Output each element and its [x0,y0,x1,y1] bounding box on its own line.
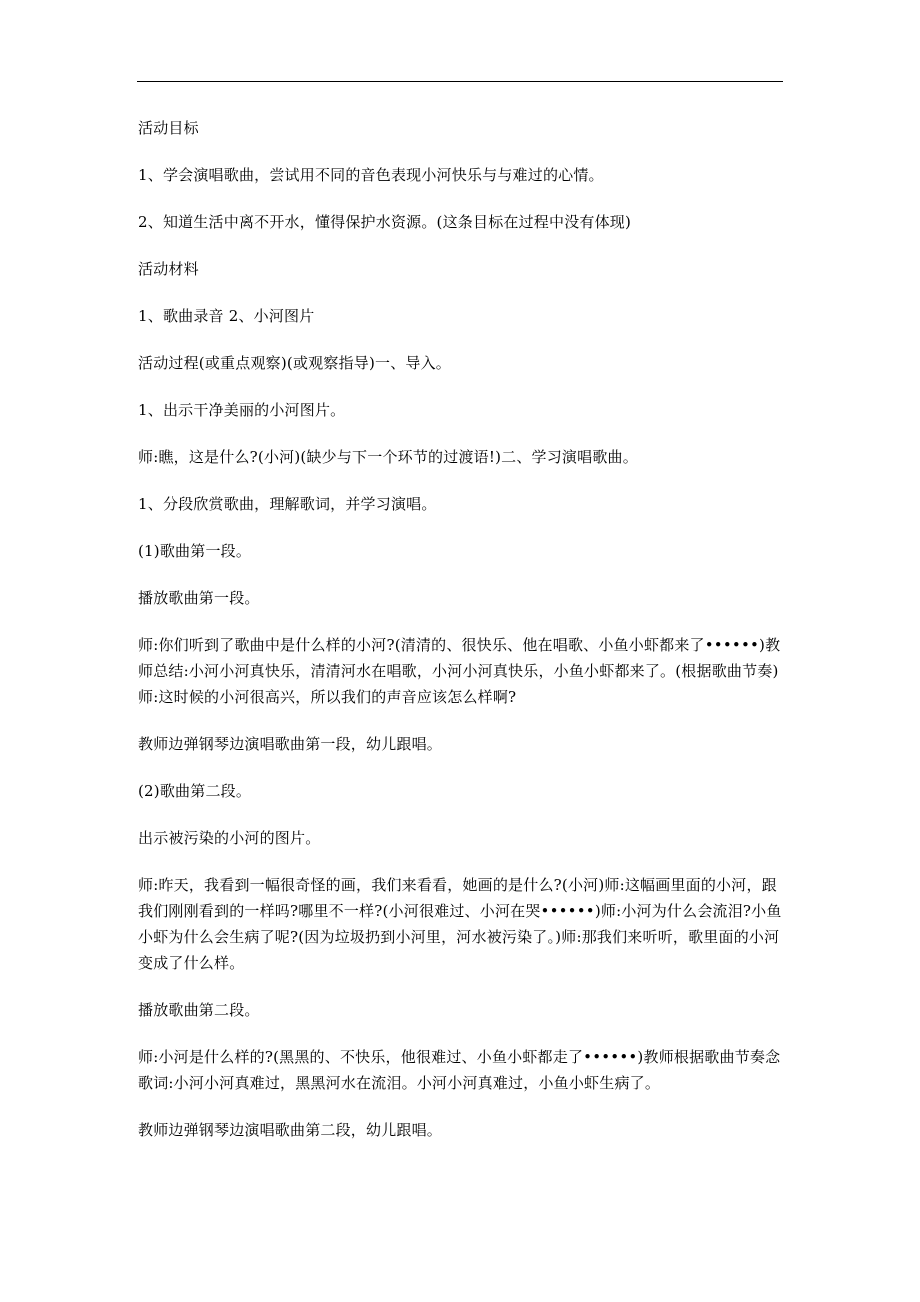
paragraph-sing-part-2: 教师边弹钢琴边演唱歌曲第二段，幼儿跟唱。 [138,1121,443,1139]
heading-activity-materials: 活动材料 [138,260,199,278]
paragraph-dialogue-polluted: 师:昨天，我看到一幅很奇怪的画，我们来看看，她画的是什么?(小河)师:这幅画里面的小河，跟我们刚刚看到的一样吗?哪里不一样?(小河很难过、小河在哭••••••)师:小河为什么会流泪?小鱼小虾为什么会生病了呢?(因为垃圾扔到小河里，河水被污染了。)师:那我们来听听，歌里面的小河变成了什么样。 [138,876,782,972]
paragraph-materials: 1、歌曲录音 2、小河图片 [138,307,315,325]
paragraph-teacher-question: 师:瞧，这是什么?(小河)(缺少与下一个环节的过渡语!)二、学习演唱歌曲。 [138,448,638,466]
paragraph-dialogue-part-1: 师:你们听到了歌曲中是什么样的小河?(清清的、很快乐、他在唱歌、小鱼小虾都来了••••••)教师总结:小河小河真快乐，清清河水在唱歌，小河小河真快乐，小鱼小虾都来了。(根据歌曲节奏)师:这时候的小河很高兴，所以我们的声音应该怎么样啊? [138,636,781,706]
header-rule [137,81,783,82]
paragraph-step-listen: 1、分段欣赏歌曲，理解歌词，并学习演唱。 [138,495,437,513]
paragraph-song-part-1: (1)歌曲第一段。 [138,542,252,560]
paragraph-goal-1: 1、学会演唱歌曲，尝试用不同的音色表现小河快乐与与难过的心情。 [138,166,604,184]
paragraph-play-part-2: 播放歌曲第二段。 [138,1001,260,1019]
paragraph-play-part-1: 播放歌曲第一段。 [138,589,260,607]
paragraph-goal-2: 2、知道生活中离不开水，懂得保护水资源。(这条目标在过程中没有体现) [138,213,632,231]
paragraph-sing-part-1: 教师边弹钢琴边演唱歌曲第一段，幼儿跟唱。 [138,735,443,753]
paragraph-dialogue-part-2: 师:小河是什么样的?(黑黑的、不快乐，他很难过、小鱼小虾都走了••••••)教师根据歌曲节奏念歌词:小河小河真难过，黑黑河水在流泪。小河小河真难过，小鱼小虾生病了。 [138,1048,781,1092]
heading-activity-goals: 活动目标 [138,119,199,137]
paragraph-song-part-2: (2)歌曲第二段。 [138,782,252,800]
document-body [138,115,788,1143]
paragraph-step-intro: 1、出示干净美丽的小河图片。 [138,401,346,419]
heading-activity-process: 活动过程(或重点观察)(或观察指导)一、导入。 [138,354,452,372]
paragraph-show-polluted: 出示被污染的小河的图片。 [138,829,321,847]
